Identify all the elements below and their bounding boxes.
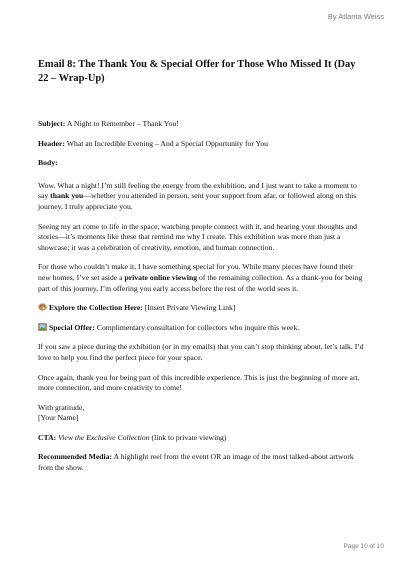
body-label: Body: bbox=[38, 158, 58, 168]
cta-italic: View the Exclusive Collection bbox=[58, 432, 150, 442]
palette-icon bbox=[38, 303, 47, 311]
closing-line-2: [Your Name] bbox=[38, 413, 79, 423]
media-value: A highlight reel from the event OR an image of the most talked-about artwork from the show. bbox=[38, 452, 354, 473]
para3-text-after: of the remaining collection. As a thank-you for being part of this journey, I’m offering you early access before the rest of the world sees it. bbox=[38, 272, 363, 293]
subject-label: Subject: bbox=[38, 119, 66, 128]
cta-line bbox=[38, 433, 364, 444]
document-content bbox=[38, 58, 364, 483]
offer-value: Complimentary consultation for collectors who inquire this week. bbox=[94, 322, 300, 332]
para3-text-before: For those who couldn’t make it, I have something special for you. While many pieces have found their new homes, I’ve set aside a bbox=[38, 262, 354, 282]
offer-line bbox=[38, 323, 364, 334]
explore-label: Explore the Collection Here: bbox=[49, 303, 143, 313]
header-value: What an Incredible Evening – And a Special Opportunity for You bbox=[64, 138, 269, 148]
body-paragraph-3 bbox=[38, 262, 364, 294]
para1-text-before: Wow. What a night! I’m still feeling the energy from the exhibition, and I just want to take a moment to say bbox=[38, 180, 357, 201]
offer-label: Special Offer: bbox=[49, 322, 95, 332]
cta-after: (link to private viewing) bbox=[149, 432, 227, 442]
subject-value: A Night to Remember – Thank You! bbox=[65, 119, 179, 128]
subject-line bbox=[38, 119, 364, 130]
para1-bold: thank you bbox=[50, 191, 84, 201]
body-paragraph-4: If you saw a piece during the exhibition (or in my emails) that you can’t stop thinking about, let’s talk. I’d love to help you find the perfect piece for your space. bbox=[38, 342, 364, 362]
picture-frame-icon bbox=[38, 323, 47, 331]
closing bbox=[38, 403, 364, 424]
body-paragraph-1 bbox=[38, 181, 364, 213]
cta-label: CTA: bbox=[38, 432, 57, 442]
page-number: Page 10 of 10 bbox=[343, 543, 384, 550]
email-title: Email 8: The Thank You & Special Offer for Those Who Missed It (Day 22 – Wrap-Up) bbox=[38, 59, 356, 84]
para3-bold: private online viewing bbox=[124, 272, 198, 282]
body-paragraph-2: Seeing my art come to life in the space, watching people connect with it, and hearing your thoughts and stories—it’s moments like these that remind me why I create. This exhibition was more than just a showcase; it was a celebration of creativity, emotion, and human connection. bbox=[38, 221, 357, 252]
explore-value: [Insert Private Viewing Link] bbox=[142, 303, 236, 313]
body-label-line bbox=[38, 158, 364, 169]
header-label: Header: bbox=[38, 138, 65, 148]
explore-line bbox=[38, 303, 364, 314]
page-header-author: By Atlanta Weiss bbox=[327, 12, 384, 21]
para1-text-after: —whether you attended in person, sent your support from afar, or followed along on this journey, I truly appreciate you. bbox=[38, 191, 357, 211]
closing-line-1: With gratitude, bbox=[38, 402, 85, 412]
header-line bbox=[38, 139, 364, 150]
media-label: Recommended Media: bbox=[38, 452, 113, 462]
body-paragraph-5: Once again, thank you for being part of this incredible experience. This is just the beginning of more art, more connection, and more creativity to come! bbox=[38, 372, 360, 393]
media-line bbox=[38, 452, 364, 473]
